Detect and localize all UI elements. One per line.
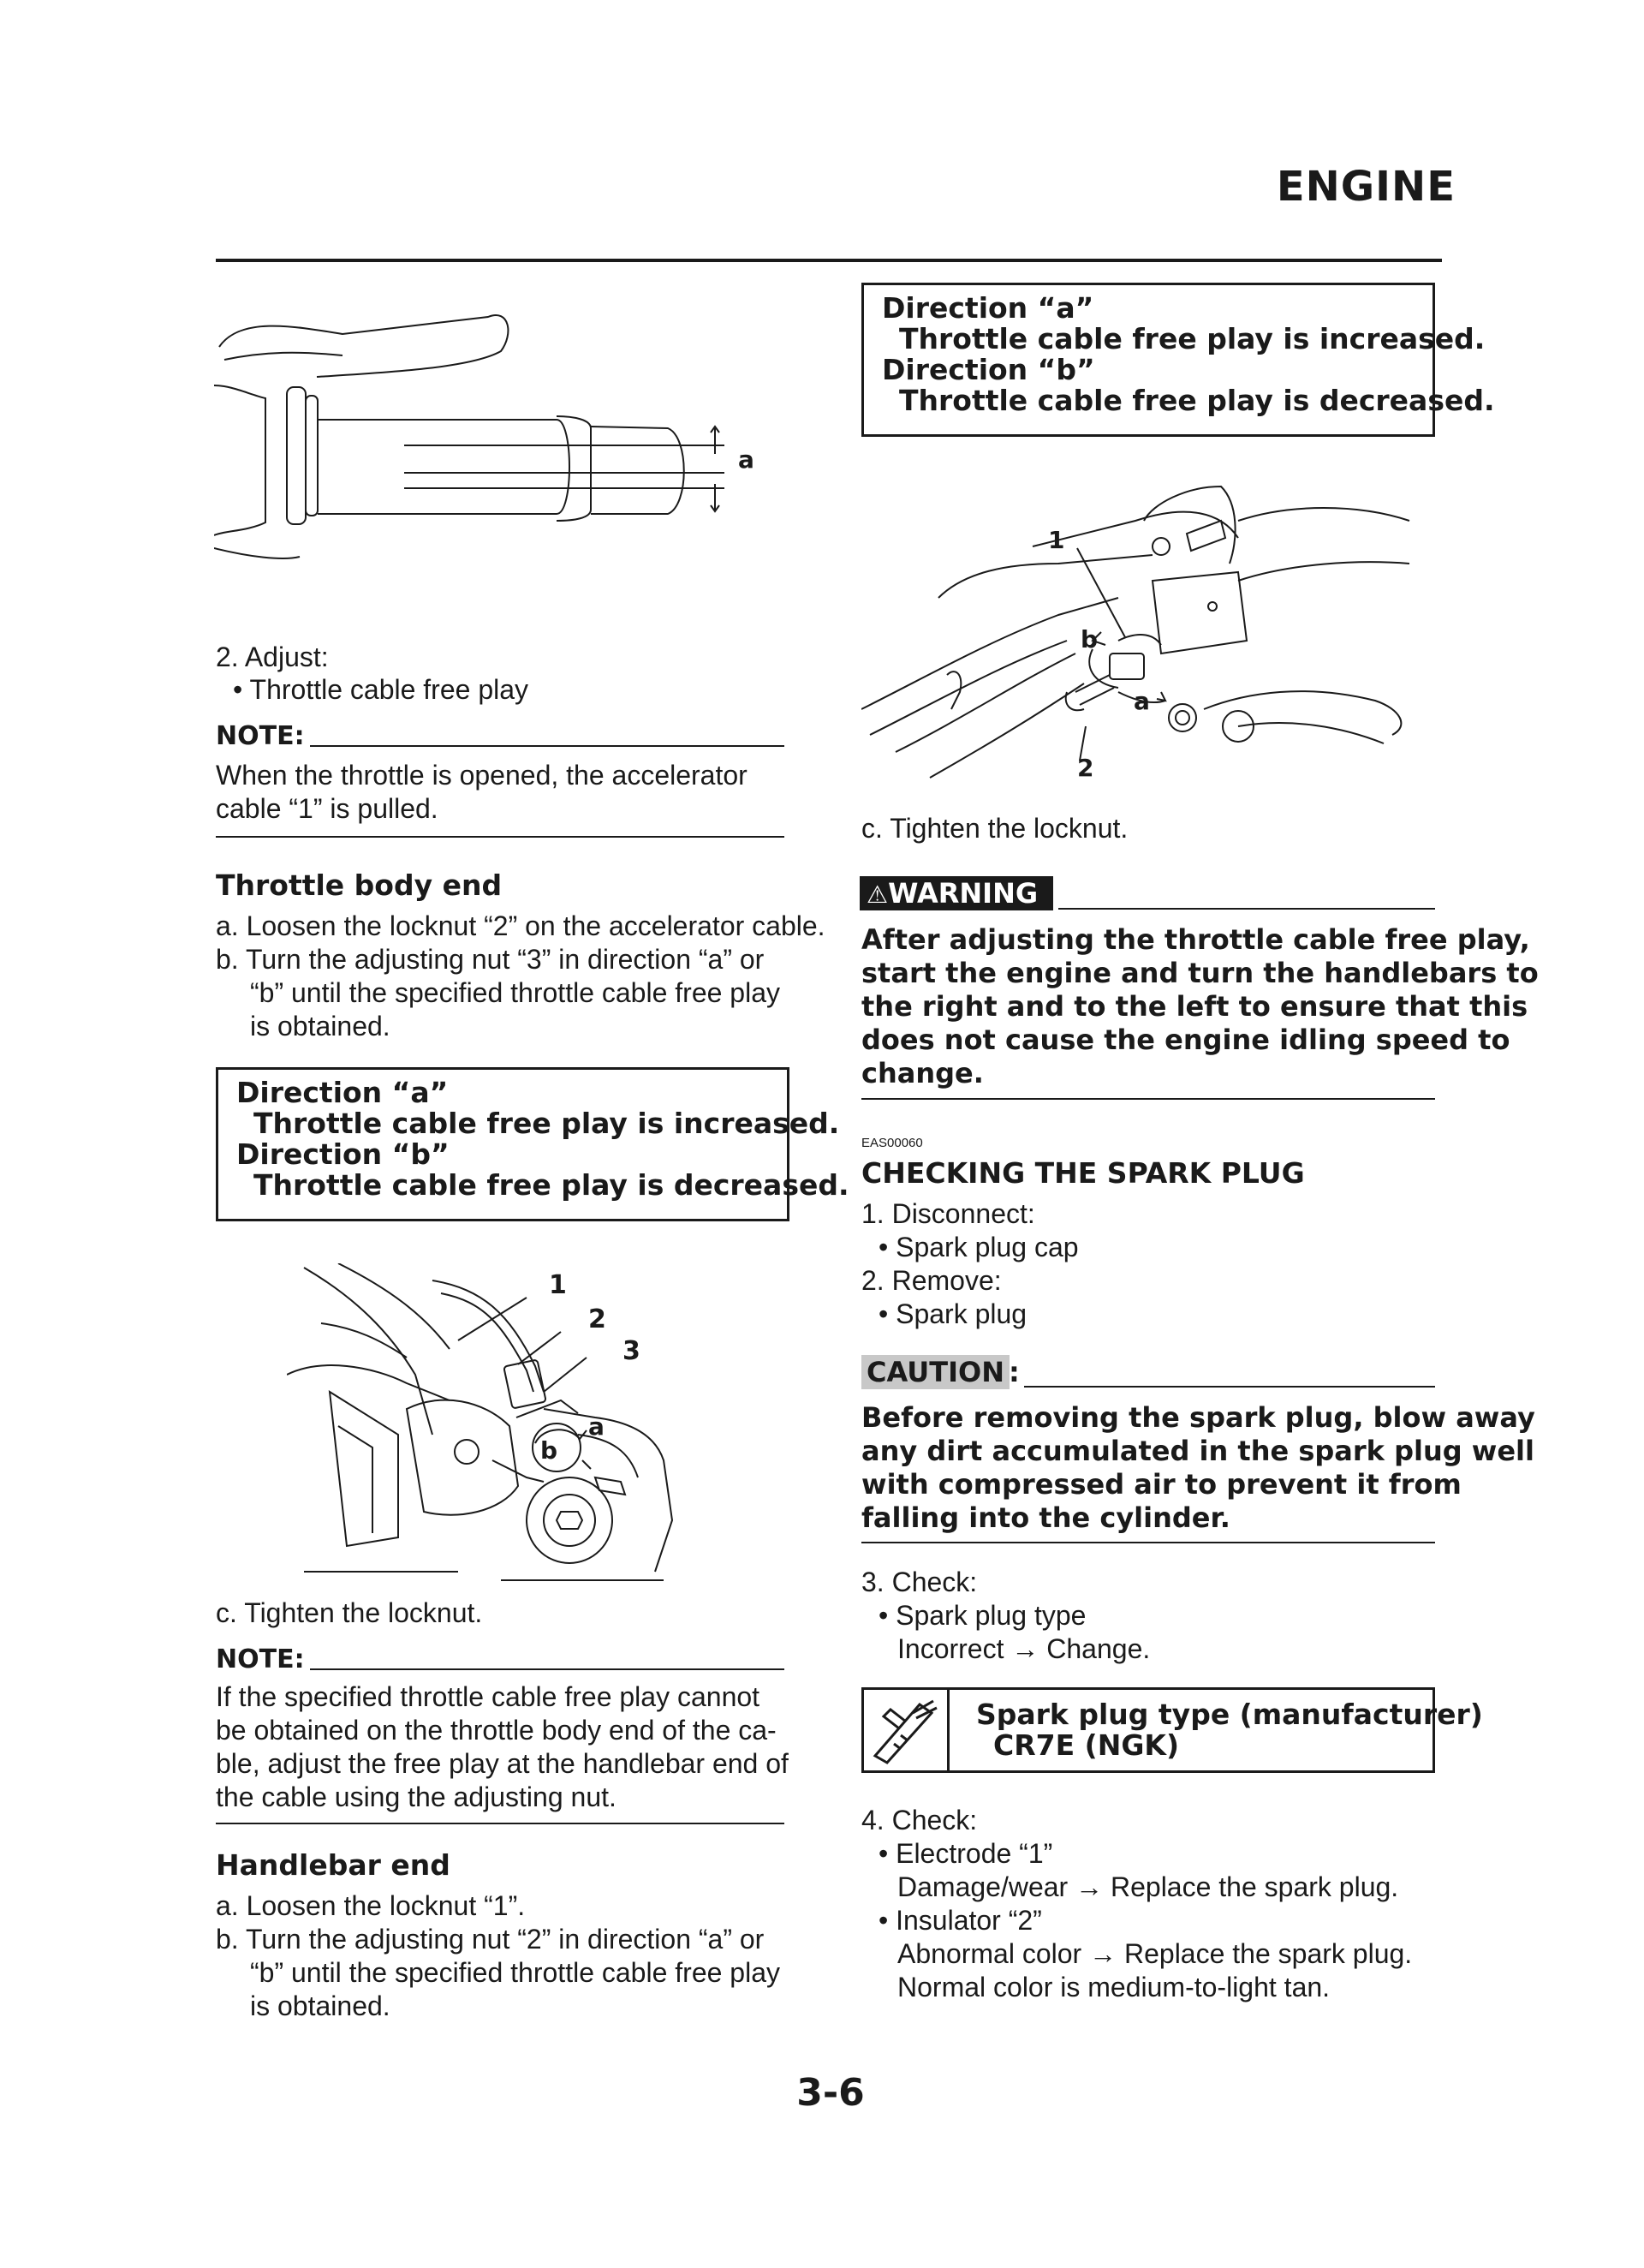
header-rule — [216, 259, 1442, 262]
caliper-icon — [868, 1694, 944, 1766]
fig2-label-2: 2 — [588, 1304, 606, 1334]
spark-step-2-bullet: • Spark plug — [879, 1298, 1028, 1329]
warning-line-5: change. — [861, 1057, 984, 1089]
warning-line-3: the right and to the left to ensure that this — [861, 990, 1528, 1023]
note1-top-rule — [310, 745, 784, 747]
left-dir-b-label: Direction “b” — [236, 1137, 450, 1171]
left-dir-a-text: Throttle cable free play is increased. — [253, 1107, 840, 1140]
check4-insulator-result: Abnormal color → Replace the spark plug. — [897, 1938, 1413, 1969]
spark-step-1: 1. Disconnect: — [861, 1198, 1035, 1229]
note2-top-rule — [310, 1668, 784, 1670]
note2-line-3: ble, adjust the free play at the handlebar end of — [216, 1748, 789, 1779]
note2-line-4: the cable using the adjusting nut. — [216, 1782, 616, 1812]
left-dir-a-label: Direction “a” — [236, 1076, 449, 1109]
hbe-step-b: b. Turn the adjusting nut “2” in direction “a” or — [216, 1924, 765, 1955]
spec-line-1: Spark plug type (manufacturer) — [976, 1698, 1483, 1731]
fig3-label-b: b — [1081, 625, 1099, 654]
step2-bullet: • Throttle cable free play — [233, 674, 529, 705]
throttle-body-end-heading: Throttle body end — [216, 868, 503, 902]
fig2-label-b: b — [540, 1436, 558, 1465]
caution-badge: CAUTION — [861, 1355, 1010, 1389]
handlebar-end-heading: Handlebar end — [216, 1848, 450, 1882]
warning-badge — [860, 876, 1053, 910]
hbe-step-b-cont1: “b” until the specified throttle cable free play — [250, 1957, 780, 1988]
handlebar-end-figure — [861, 469, 1427, 795]
spec-line-2: CR7E (NGK) — [993, 1728, 1180, 1762]
caution-line-4: falling into the cylinder. — [861, 1501, 1230, 1534]
note2-line-1: If the specified throttle cable free play cannot — [216, 1681, 760, 1712]
check4-electrode: • Electrode “1” — [879, 1838, 1053, 1869]
throttle-grip-figure — [214, 300, 779, 582]
fig3-label-1: 1 — [1048, 526, 1065, 554]
tbe-step-b: b. Turn the adjusting nut “3” in direction “a” or — [216, 944, 765, 975]
warning-line-4: does not cause the engine idling speed to — [861, 1024, 1510, 1056]
fig3-label-2: 2 — [1077, 754, 1094, 782]
caution-line-1: Before removing the spark plug, blow away — [861, 1401, 1535, 1434]
right-dir-a-text: Throttle cable free play is increased. — [899, 322, 1486, 355]
spec-box-divider — [947, 1690, 950, 1770]
warning-line-1: After adjusting the throttle cable free play, — [861, 923, 1530, 956]
caution-line-2: any dirt accumulated in the spark plug well — [861, 1435, 1534, 1467]
check4-insulator: • Insulator “2” — [879, 1905, 1042, 1936]
warning-top-rule — [1058, 908, 1435, 910]
spark-plug-heading: CHECKING THE SPARK PLUG — [861, 1156, 1305, 1190]
fig3-label-a: a — [1134, 687, 1150, 715]
fig2-label-a: a — [588, 1412, 605, 1441]
right-dir-a-label: Direction “a” — [882, 291, 1094, 325]
caution-line-3: with compressed air to prevent it from — [861, 1468, 1462, 1501]
spark-step-2: 2. Remove: — [861, 1265, 1002, 1296]
note2-line-2: be obtained on the throttle body end of the ca- — [216, 1715, 777, 1746]
section-code: EAS00060 — [861, 1136, 923, 1150]
check3-bullet: • Spark plug type — [879, 1600, 1087, 1631]
fig2-label-3: 3 — [622, 1336, 640, 1366]
check4-electrode-result: Damage/wear → Replace the spark plug. — [897, 1871, 1399, 1902]
caution-top-rule — [1024, 1386, 1435, 1388]
step2-adjust: 2. Adjust: — [216, 642, 329, 672]
warning-line-2: start the engine and turn the handlebars to — [861, 957, 1539, 989]
check3-label: 3. Check: — [861, 1567, 978, 1597]
caution-bottom-rule — [861, 1542, 1435, 1543]
tbe-step-a: a. Loosen the locknut “2” on the accelerator cable. — [216, 910, 825, 941]
right-dir-b-label: Direction “b” — [882, 353, 1095, 386]
note1-line-2: cable “1” is pulled. — [216, 793, 438, 824]
fig1-label-a: a — [738, 445, 754, 474]
note1-label: NOTE: — [216, 721, 305, 751]
right-dir-b-text: Throttle cable free play is decreased. — [899, 384, 1495, 417]
note2-bottom-rule — [216, 1823, 784, 1824]
note2-label: NOTE: — [216, 1644, 305, 1674]
hbe-step-b-cont2: is obtained. — [250, 1990, 390, 2021]
spark-step-1-bullet: • Spark plug cap — [879, 1232, 1079, 1262]
right-step-c: c. Tighten the locknut. — [861, 813, 1129, 844]
caution-colon: : — [1009, 1356, 1020, 1388]
tbe-step-b-cont1: “b” until the specified throttle cable free play — [250, 977, 780, 1008]
note1-bottom-rule — [216, 836, 784, 838]
check4-normal-color: Normal color is medium-to-light tan. — [897, 1972, 1331, 2002]
left-dir-b-text: Throttle cable free play is decreased. — [253, 1168, 849, 1202]
hbe-step-a: a. Loosen the locknut “1”. — [216, 1890, 526, 1921]
fig2-label-1: 1 — [549, 1270, 567, 1300]
page-number: 3-6 — [796, 2071, 865, 2115]
warning-triangle-icon: ⚠ — [867, 880, 889, 909]
note1-line-1: When the throttle is opened, the accelerator — [216, 760, 748, 791]
tbe-step-b-cont2: is obtained. — [250, 1011, 390, 1041]
check4-label: 4. Check: — [861, 1805, 978, 1835]
warning-badge-text: WARNING — [888, 877, 1039, 910]
throttle-body-figure — [287, 1263, 698, 1585]
section-title: ENGINE — [1276, 163, 1456, 211]
left-step-c: c. Tighten the locknut. — [216, 1597, 483, 1628]
check3-result: Incorrect → Change. — [897, 1633, 1151, 1664]
warning-bottom-rule — [861, 1098, 1435, 1100]
